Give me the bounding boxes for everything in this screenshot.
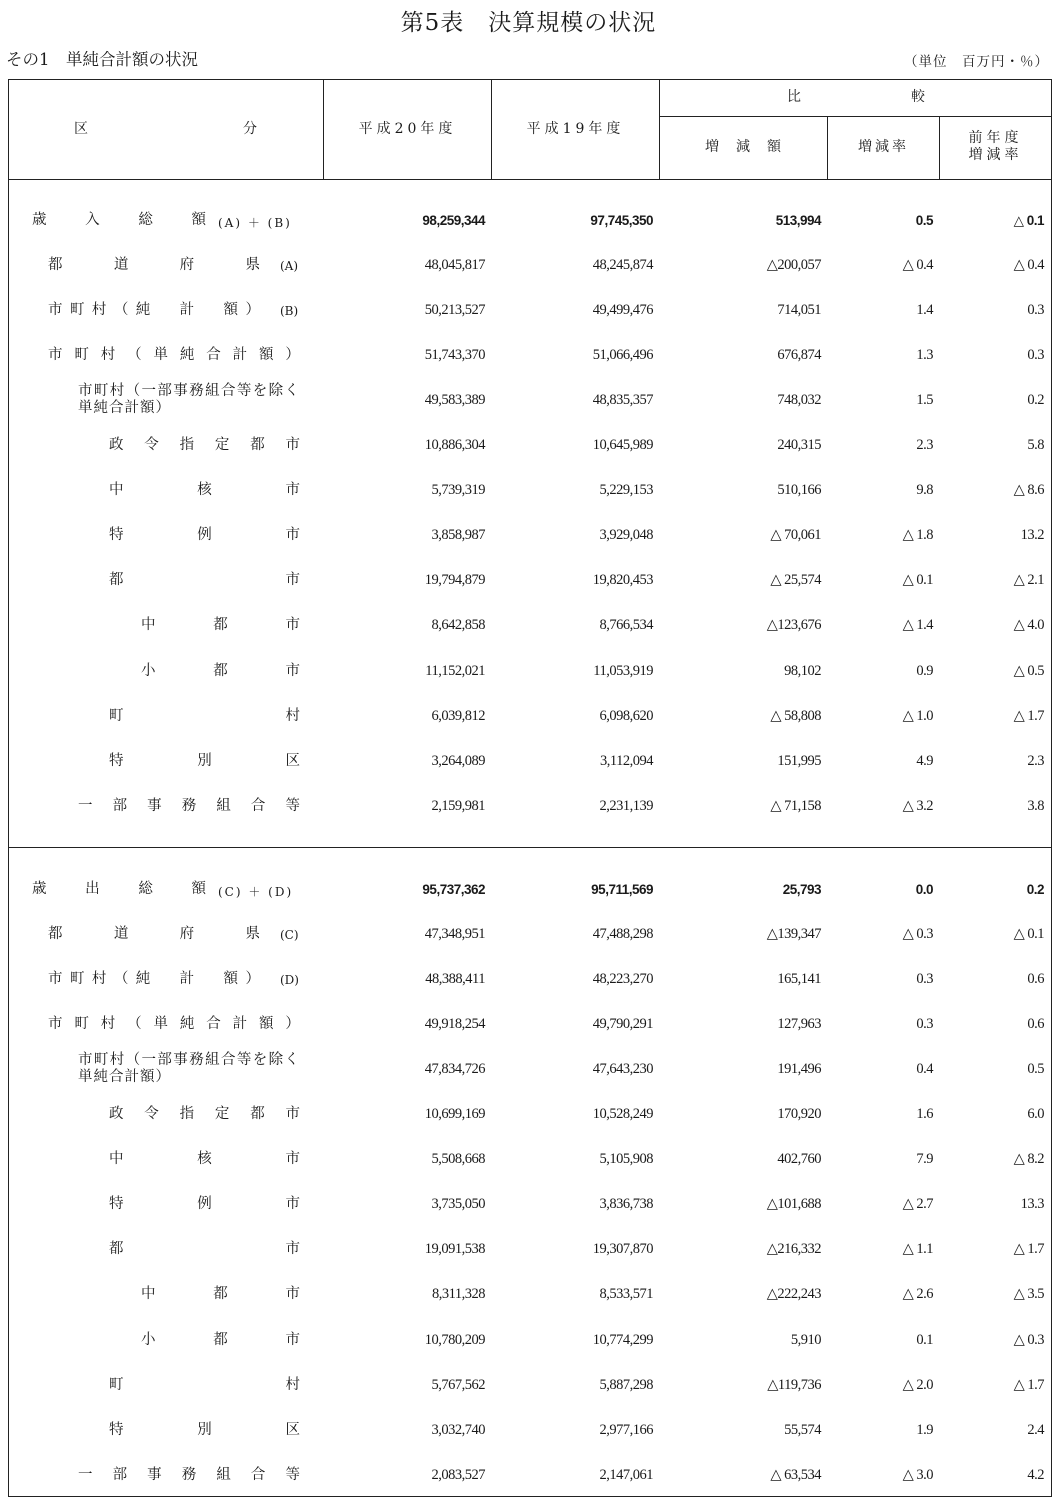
cell-prev: △ 8.2 [1013,1151,1044,1168]
cell-diff: △ 58,808 [770,707,821,724]
cell-diff: 170,920 [777,1106,821,1122]
row-label: 町 村 [109,707,300,724]
row-label: 政 令 指 定 都 市 [109,1106,300,1122]
cell-v19: 97,745,350 [590,212,653,228]
cell-v19: 49,499,476 [592,301,653,318]
cell-v20: 49,583,389 [424,391,485,408]
cell-prev: △ 3.5 [1013,1286,1044,1303]
cell-v20: 10,780,209 [424,1331,485,1348]
cell-prev: 2.4 [1027,1421,1044,1438]
cell-v19: 95,711,569 [591,881,653,897]
cell-prev: △ 8.6 [1013,482,1044,499]
row-label: 市 町 村 （ 純 計 額 ） [48,301,260,318]
cell-v19: 47,643,230 [592,1060,653,1077]
row-label: 中 核 市 [109,1151,300,1168]
cell-prev: △ 0.1 [1013,925,1044,942]
cell-v19: 8,533,571 [599,1286,653,1303]
cell-v20: 19,091,538 [424,1241,485,1258]
cell-prev: △ 4.0 [1013,617,1044,634]
row-label-suffix: (C) [280,927,299,942]
cell-prev: 0.2 [1026,881,1044,897]
cell-diff: △101,688 [766,1196,821,1213]
unit-note: （単位 百万円・％） [904,54,1049,70]
row-label-suffix: (A) [280,258,299,273]
comparison-divider [659,116,1051,117]
cell-rate: △ 1.8 [902,527,933,544]
cell-v20: 3,264,089 [431,752,485,769]
cell-diff: 748,032 [777,391,821,408]
cell-prev: 0.2 [1027,391,1044,408]
row-label: 都 市 [109,572,300,589]
cell-v20: 10,886,304 [424,437,485,453]
cell-prev: △ 0.4 [1013,256,1044,273]
row-label-suffix: (B) [280,303,299,318]
row-label: 都 道 府 県 [48,925,260,942]
header-comparison-right: 較 [911,89,925,105]
cell-prev: 2.3 [1027,752,1044,769]
cell-diff: 402,760 [777,1151,821,1168]
cell-rate: 2.3 [916,437,933,453]
row-label: 都 道 府 県 [48,256,260,273]
cell-v20: 51,743,370 [424,346,485,363]
cell-rate: 1.4 [916,301,933,318]
cell-diff: △ 25,574 [770,572,821,589]
cell-rate: 0.1 [916,1331,933,1348]
cell-v19: 8,766,534 [599,617,653,634]
cell-prev: △ 0.5 [1013,662,1044,679]
cell-rate: △ 0.3 [902,925,933,942]
row-label: 歳 出 総 額 [32,880,206,897]
header-category-right: 分 [243,121,257,137]
header-change-amount-2: 減 [736,139,750,155]
row-label: 歳 入 総 額 [32,211,206,228]
col-divider [659,79,660,179]
cell-rate: 0.9 [916,662,933,679]
header-fy20: 平成20年度 [358,121,457,137]
cell-diff: 191,496 [777,1060,821,1077]
cell-rate: △ 0.4 [902,256,933,273]
cell-diff: △216,332 [766,1241,821,1258]
row-label: 中 都 市 [141,1286,300,1303]
cell-prev: △ 1.7 [1013,1376,1044,1393]
header-prev-rate-line2: 増減率 [968,147,1023,163]
cell-rate: 0.3 [916,970,933,987]
cell-rate: 1.5 [916,391,933,408]
cell-prev: △ 1.7 [1013,1241,1044,1258]
header-comparison-left: 比 [787,89,801,105]
cell-v19: 47,488,298 [592,925,653,942]
cell-diff: △139,347 [766,925,821,942]
row-label: 特 別 区 [109,1421,300,1438]
cell-v20: 11,152,021 [425,662,485,679]
cell-rate: △ 2.7 [902,1196,933,1213]
cell-diff: 25,793 [782,881,821,897]
cell-diff: 165,141 [777,970,821,987]
cell-diff: 127,963 [777,1015,821,1032]
row-label: 市 町 村 （ 単 純 合 計 額 ） [48,346,300,363]
cell-v20: 95,737,362 [422,881,485,897]
cell-diff: 151,995 [777,752,821,769]
cell-diff: 676,874 [777,346,821,363]
page-title: 第5表 決算規模の状況 [400,10,657,36]
cell-diff: △ 71,158 [770,797,821,814]
row-label: 特 別 区 [109,752,300,769]
cell-v20: 48,045,817 [424,256,485,273]
row-label: 町 村 [109,1376,300,1393]
cell-rate: 0.3 [916,1015,933,1032]
row-label: 一 部 事 務 組 合 等 [78,1466,300,1483]
cell-v20: 19,794,879 [424,572,485,589]
cell-rate: 1.6 [916,1106,933,1122]
cell-v20: 5,508,668 [431,1151,485,1168]
header-category-left: 区 [74,121,88,137]
row-label: 中 核 市 [109,482,300,499]
cell-v20: 48,388,411 [425,970,485,987]
cell-v19: 10,528,249 [592,1106,653,1122]
cell-diff: 5,910 [790,1331,821,1348]
header-change-rate: 増減率 [858,139,909,155]
cell-diff: △119,736 [767,1376,821,1393]
cell-rate: 0.0 [915,881,933,897]
cell-v20: 8,642,858 [431,617,485,634]
row-label: 中 都 市 [141,617,300,634]
cell-rate: 7.9 [916,1151,933,1168]
cell-diff: △200,057 [766,256,821,273]
cell-diff: 510,166 [777,482,821,499]
cell-rate: △ 1.4 [902,617,933,634]
cell-diff: 98,102 [784,662,821,679]
cell-v19: 51,066,496 [592,346,653,363]
cell-v19: 19,820,453 [592,572,653,589]
row-label: 政 令 指 定 都 市 [109,437,300,453]
row-label: 特 例 市 [109,1196,300,1213]
cell-v20: 6,039,812 [431,707,485,724]
cell-diff: △222,243 [766,1286,821,1303]
row-label-suffix: (C) ＋ (D) [218,884,294,899]
cell-prev: 0.6 [1027,1015,1044,1032]
cell-v20: 47,834,726 [424,1060,485,1077]
cell-rate: 1.3 [916,346,933,363]
cell-prev: 0.3 [1027,301,1044,318]
header-change-amount-1: 増 [705,139,719,155]
header-prev-rate-line1: 前年度 [968,130,1023,146]
cell-prev: 13.2 [1020,527,1044,544]
cell-rate: △ 2.6 [902,1286,933,1303]
cell-v20: 5,767,562 [431,1376,485,1393]
cell-prev: 13.3 [1020,1196,1044,1213]
cell-v20: 50,213,527 [424,301,485,318]
section-divider [8,847,1051,848]
cell-prev: 5.8 [1027,437,1044,453]
cell-v19: 2,147,061 [599,1466,653,1483]
cell-prev: △ 1.7 [1013,707,1044,724]
cell-prev: 6.0 [1027,1106,1044,1122]
cell-rate: 1.9 [916,1421,933,1438]
cell-prev: 0.6 [1027,970,1044,987]
table-frame [8,79,1052,1497]
cell-v20: 5,739,319 [431,482,485,499]
cell-prev: 0.3 [1027,346,1044,363]
cell-rate: 9.8 [916,482,933,499]
cell-prev: △ 2.1 [1013,572,1044,589]
row-label: 都 市 [109,1241,300,1258]
row-label: 一 部 事 務 組 合 等 [78,797,300,814]
cell-v19: 3,836,738 [599,1196,653,1213]
cell-v19: 6,098,620 [599,707,653,724]
cell-rate: △ 1.0 [902,707,933,724]
cell-v20: 2,159,981 [431,797,485,814]
cell-rate: △ 3.0 [902,1466,933,1483]
cell-v20: 3,858,987 [431,527,485,544]
cell-v19: 5,105,908 [599,1151,653,1168]
cell-rate: △ 2.0 [902,1376,933,1393]
cell-rate: 0.5 [915,212,933,228]
cell-rate: 4.9 [916,752,933,769]
budget-table [8,79,1052,1497]
cell-diff: 513,994 [775,212,821,228]
cell-v20: 2,083,527 [431,1466,485,1483]
row-label: 小 都 市 [141,662,300,679]
header-change-amount-3: 額 [767,139,781,155]
row-label: 小 都 市 [141,1331,300,1348]
row-label-suffix: (A) ＋ (B) [218,215,292,230]
header-bottom-line [8,179,1051,180]
cell-rate: △ 3.2 [902,797,933,814]
row-label: 市 町 村 （ 純 計 額 ） [48,970,260,987]
cell-prev: 0.5 [1027,1060,1044,1077]
cell-v19: 48,245,874 [592,256,653,273]
cell-v19: 2,231,139 [599,797,653,814]
cell-v19: 19,307,870 [592,1241,653,1258]
cell-v19: 48,223,270 [592,970,653,987]
cell-diff: △123,676 [766,617,821,634]
cell-v19: 3,929,048 [599,527,653,544]
cell-v20: 3,032,740 [431,1421,485,1438]
row-label: 特 例 市 [109,527,300,544]
cell-v20: 47,348,951 [424,925,485,942]
row-label: 市町村（一部事務組合等を除く単純合計額） [78,1051,300,1085]
cell-v20: 3,735,050 [431,1196,485,1213]
cell-v20: 8,311,328 [432,1286,485,1303]
cell-rate: 0.4 [916,1060,933,1077]
cell-diff: 240,315 [777,437,821,453]
header-fy19: 平成19年度 [526,121,625,137]
cell-rate: △ 0.1 [902,572,933,589]
cell-v19: 10,774,299 [592,1331,653,1348]
cell-v20: 10,699,169 [424,1106,485,1122]
cell-prev: 4.2 [1027,1466,1044,1483]
cell-v19: 49,790,291 [592,1015,653,1032]
table-subtitle: その1 単純合計額の状況 [6,50,198,69]
cell-prev: △ 0.3 [1013,1331,1044,1348]
cell-v20: 49,918,254 [424,1015,485,1032]
cell-diff: 714,051 [777,301,821,318]
cell-rate: △ 1.1 [902,1241,933,1258]
cell-diff: △ 63,534 [770,1466,821,1483]
row-label: 市 町 村 （ 単 純 合 計 額 ） [48,1015,300,1032]
cell-v19: 5,229,153 [599,482,653,499]
cell-v19: 2,977,166 [599,1421,653,1438]
row-label-suffix: (D) [280,972,299,987]
cell-diff: 55,574 [784,1421,821,1438]
row-label: 市町村（一部事務組合等を除く単純合計額） [78,382,300,416]
cell-v19: 10,645,989 [592,437,653,453]
cell-v19: 3,112,094 [600,752,653,769]
cell-v19: 48,835,357 [592,391,653,408]
cell-v20: 98,259,344 [422,212,485,228]
cell-prev: △ 0.1 [1013,212,1044,228]
cell-v19: 11,053,919 [593,662,653,679]
cell-prev: 3.8 [1027,797,1044,814]
cell-diff: △ 70,061 [770,527,821,544]
cell-v19: 5,887,298 [599,1376,653,1393]
